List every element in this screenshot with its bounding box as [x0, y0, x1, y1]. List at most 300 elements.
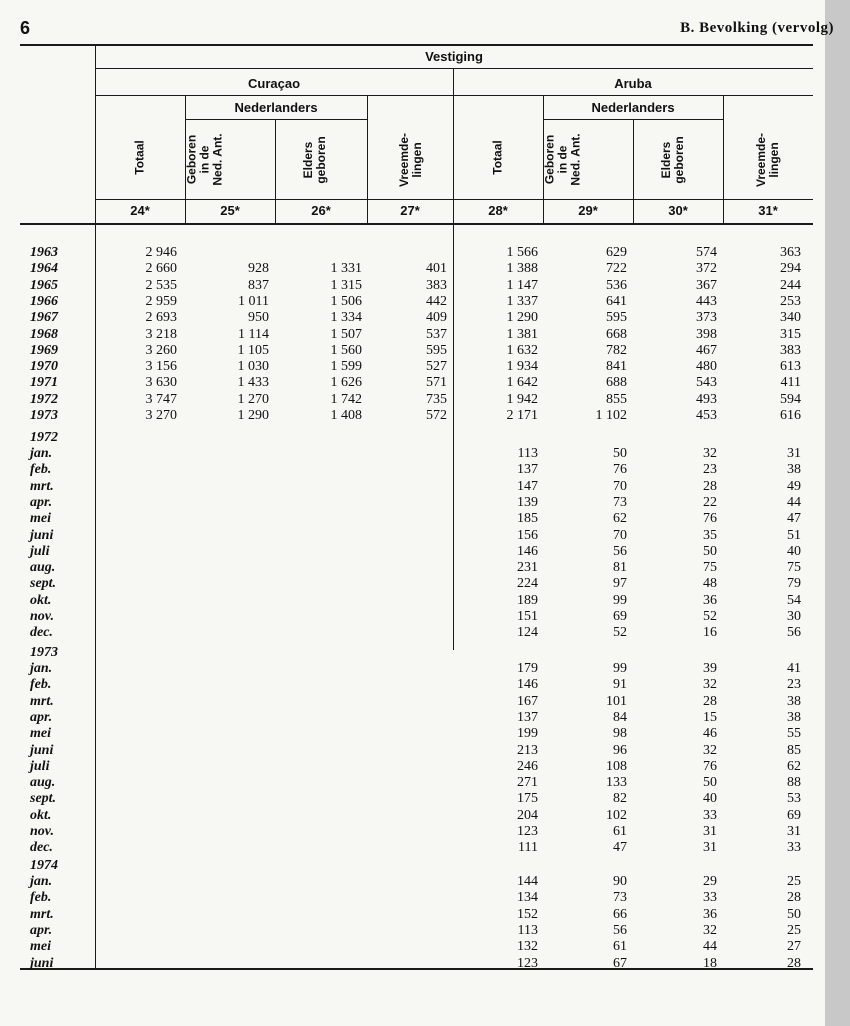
colnum-rule [95, 199, 813, 200]
table-cell: 536 [606, 277, 627, 293]
group-year-label: 1972 [30, 430, 58, 445]
table-cell: 84 [613, 709, 627, 725]
table-cell: 151 [517, 609, 538, 624]
table-cell: 315 [780, 326, 801, 342]
table-cell: 1 290 [237, 408, 269, 423]
vestiging-rule [95, 68, 813, 69]
row-label: okt. [30, 807, 52, 823]
table-cell: 1 105 [237, 342, 269, 358]
table-cell: 668 [606, 326, 627, 342]
row-label: mei [30, 726, 51, 742]
table-cell: 594 [780, 391, 801, 407]
table-cell: 3 260 [145, 342, 177, 358]
table-cell: 2 959 [145, 293, 177, 309]
table-cell: 467 [696, 342, 717, 358]
aruba-rule [453, 95, 813, 96]
table-cell: 1 599 [330, 359, 362, 375]
table-cell: 96 [613, 742, 627, 758]
table-cell: 572 [426, 408, 447, 423]
row-label: 1970 [30, 359, 58, 375]
table-row [0, 327, 825, 344]
table-row [0, 560, 825, 577]
table-cell: 90 [613, 874, 627, 889]
table-row [0, 278, 825, 295]
table-row [0, 544, 825, 561]
table-cell: 373 [696, 310, 717, 326]
column-number: 24* [130, 203, 150, 218]
table-cell: 137 [517, 709, 538, 725]
table-cell: 32 [703, 742, 717, 758]
table-cell: 688 [606, 375, 627, 391]
table-cell: 641 [606, 293, 627, 309]
table-cell: 28 [787, 955, 801, 971]
table-row [0, 840, 825, 857]
table-cell: 50 [703, 775, 717, 791]
table-cell: 837 [248, 277, 269, 293]
row-label: juni [30, 742, 54, 758]
row-label: 1973 [30, 408, 58, 423]
table-cell: 46 [703, 726, 717, 742]
table-cell: 47 [787, 511, 801, 527]
table-cell: 38 [787, 709, 801, 725]
row-label: mrt. [30, 478, 54, 494]
table-cell: 33 [703, 807, 717, 823]
table-cell: 1 331 [330, 261, 362, 277]
table-cell: 134 [517, 890, 538, 906]
table-cell: 146 [517, 677, 538, 693]
table-cell: 66 [613, 906, 627, 922]
table-cell: 113 [517, 922, 538, 938]
table-cell: 213 [517, 742, 538, 758]
table-cell: 1 942 [506, 391, 538, 407]
table-cell: 595 [426, 342, 447, 358]
table-cell: 22 [703, 494, 717, 510]
table-cell: 99 [613, 661, 627, 676]
table-cell: 179 [517, 661, 538, 676]
table-cell: 1 102 [595, 408, 627, 423]
column-number: 30* [668, 203, 688, 218]
table-cell: 52 [703, 609, 717, 624]
table-cell: 56 [613, 922, 627, 938]
table-row [0, 808, 825, 825]
col-geboren-aruba: Geboren in de Ned. Ant. [542, 133, 583, 186]
col-totaal-aruba: Totaal [490, 140, 505, 175]
table-cell: 3 270 [145, 408, 177, 423]
column-number: 27* [400, 203, 420, 218]
table-cell: 3 156 [145, 359, 177, 375]
row-label: jan. [30, 661, 53, 676]
row-label: sept. [30, 576, 57, 592]
table-cell: 537 [426, 326, 447, 342]
row-label: 1967 [30, 310, 58, 326]
table-cell: 950 [248, 310, 269, 326]
table-cell: 70 [613, 527, 627, 543]
table-row [0, 726, 825, 743]
ned-cur-rule [185, 119, 367, 120]
header-curacao: Curaçao [247, 76, 301, 91]
table-cell: 152 [517, 906, 538, 922]
header-aruba: Aruba [614, 76, 652, 91]
table-cell: 50 [613, 446, 627, 461]
table-cell: 1 290 [506, 310, 538, 326]
table-cell: 199 [517, 726, 538, 742]
table-cell: 167 [517, 693, 538, 709]
group-year-label: 1974 [30, 858, 58, 873]
table-cell: 139 [517, 494, 538, 510]
table-row [0, 939, 825, 956]
row-label: juli [30, 543, 50, 559]
table-cell: 855 [606, 391, 627, 407]
table-cell: 101 [606, 693, 627, 709]
table-cell: 36 [703, 592, 717, 608]
row-label: apr. [30, 494, 53, 510]
header-bottom-rule [20, 223, 813, 225]
table-cell: 16 [703, 625, 717, 641]
table-cell: 30 [787, 609, 801, 624]
table-cell: 224 [517, 576, 538, 592]
table-cell: 82 [613, 791, 627, 807]
table-row [0, 775, 825, 792]
table-row [0, 462, 825, 479]
table-cell: 1 030 [237, 359, 269, 375]
table-cell: 102 [606, 807, 627, 823]
table-row [0, 479, 825, 496]
table-cell: 61 [613, 939, 627, 955]
section-title: B. Bevolking (vervolg) [680, 20, 834, 36]
table-cell: 38 [787, 693, 801, 709]
table-cell: 231 [517, 560, 538, 576]
table-cell: 1 507 [330, 326, 362, 342]
table-cell: 137 [517, 462, 538, 478]
table-cell: 204 [517, 807, 538, 823]
table-cell: 493 [696, 391, 717, 407]
table-row [0, 609, 825, 626]
table-cell: 722 [606, 261, 627, 277]
table-row [0, 593, 825, 610]
table-cell: 411 [780, 375, 801, 391]
table-cell: 294 [780, 261, 801, 277]
table-cell: 595 [606, 310, 627, 326]
table-cell: 91 [613, 677, 627, 693]
table-row [0, 343, 825, 360]
table-cell: 111 [518, 840, 538, 856]
row-label: aug. [30, 775, 56, 791]
table-cell: 383 [426, 277, 447, 293]
row-label: okt. [30, 592, 52, 608]
table-cell: 69 [787, 807, 801, 823]
col-div-3 [367, 95, 368, 223]
table-cell: 32 [703, 446, 717, 461]
table-cell: 1 433 [237, 375, 269, 391]
table-cell: 33 [703, 890, 717, 906]
row-label: feb. [30, 890, 52, 906]
table-row [0, 576, 825, 593]
table-cell: 841 [606, 359, 627, 375]
table-cell: 73 [613, 890, 627, 906]
table-cell: 613 [780, 359, 801, 375]
table-cell: 146 [517, 543, 538, 559]
table-cell: 3 747 [145, 391, 177, 407]
table-cell: 38 [787, 462, 801, 478]
table-cell: 453 [696, 408, 717, 423]
table-cell: 55 [787, 726, 801, 742]
row-label: 1964 [30, 261, 58, 277]
row-label: 1963 [30, 245, 58, 260]
table-cell: 69 [613, 609, 627, 624]
row-label: mei [30, 511, 51, 527]
column-number: 28* [488, 203, 508, 218]
row-label: nov. [30, 824, 54, 839]
row-label: feb. [30, 462, 52, 478]
table-cell: 56 [613, 543, 627, 559]
table-cell: 189 [517, 592, 538, 608]
table-row [0, 294, 825, 311]
table-cell: 1 388 [506, 261, 538, 277]
table-cell: 401 [426, 261, 447, 277]
table-row [0, 923, 825, 940]
col-div-7 [723, 95, 724, 223]
table-cell: 25 [787, 922, 801, 938]
table-cell: 76 [703, 758, 717, 774]
table-cell: 28 [787, 890, 801, 906]
header-nederlanders-aruba: Nederlanders [591, 100, 675, 115]
row-label: dec. [30, 625, 53, 641]
table-cell: 782 [606, 342, 627, 358]
row-label: juni [30, 527, 54, 543]
table-cell: 76 [613, 462, 627, 478]
table-row [0, 392, 825, 409]
table-cell: 1 642 [506, 375, 538, 391]
table-row [0, 511, 825, 528]
column-number: 26* [311, 203, 331, 218]
table-row [0, 625, 825, 642]
table-row [0, 359, 825, 376]
table-cell: 31 [703, 840, 717, 856]
table-cell: 27 [787, 939, 801, 955]
table-cell: 1 270 [237, 391, 269, 407]
table-row [0, 245, 825, 262]
table-cell: 616 [780, 408, 801, 423]
table-cell: 271 [517, 775, 538, 791]
table-row [0, 956, 825, 973]
row-label: 1969 [30, 342, 58, 358]
table-cell: 133 [606, 775, 627, 791]
table-cell: 372 [696, 261, 717, 277]
table-cell: 1 742 [330, 391, 362, 407]
table-row [0, 890, 825, 907]
table-row [0, 677, 825, 694]
row-label: 1965 [30, 277, 58, 293]
col-geboren-curacao: Geboren in de Ned. Ant. [184, 133, 225, 186]
table-row [0, 824, 825, 841]
table-cell: 32 [703, 922, 717, 938]
table-cell: 98 [613, 726, 627, 742]
table-cell: 1 011 [238, 293, 269, 309]
table-row [0, 261, 825, 278]
table-cell: 2 171 [506, 408, 538, 423]
table-cell: 1 934 [506, 359, 538, 375]
group-year-label: 1973 [30, 645, 58, 660]
table-row [0, 710, 825, 727]
curacao-rule [95, 95, 453, 96]
table-cell: 25 [787, 874, 801, 889]
table-row [0, 694, 825, 711]
table-cell: 543 [696, 375, 717, 391]
row-label: jan. [30, 874, 53, 889]
table-cell: 53 [787, 791, 801, 807]
table-cell: 62 [613, 511, 627, 527]
table-cell: 1 626 [330, 375, 362, 391]
table-cell: 54 [787, 592, 801, 608]
table-cell: 1 337 [506, 293, 538, 309]
row-label: 1968 [30, 326, 58, 342]
row-label: 1972 [30, 391, 58, 407]
table-cell: 15 [703, 709, 717, 725]
table-cell: 81 [613, 560, 627, 576]
row-label: mrt. [30, 693, 54, 709]
table-cell: 246 [517, 758, 538, 774]
table-cell: 35 [703, 527, 717, 543]
row-label: juli [30, 758, 50, 774]
table-cell: 70 [613, 478, 627, 494]
col-vreemdelingen-curacao: Vreemde- lingen [397, 132, 424, 188]
header-nederlanders-curacao: Nederlanders [234, 100, 318, 115]
table-cell: 1 315 [330, 277, 362, 293]
row-label: aug. [30, 560, 56, 576]
row-label: jan. [30, 446, 53, 461]
table-cell: 75 [703, 560, 717, 576]
row-label: mrt. [30, 906, 54, 922]
table-top-rule [20, 44, 813, 46]
table-cell: 49 [787, 478, 801, 494]
row-label: apr. [30, 709, 53, 725]
col-vreemdelingen-aruba: Vreemde- lingen [754, 132, 781, 188]
table-cell: 33 [787, 840, 801, 856]
row-label: feb. [30, 677, 52, 693]
table-cell: 23 [703, 462, 717, 478]
table-cell: 61 [613, 824, 627, 839]
table-cell: 123 [517, 955, 538, 971]
table-cell: 1 632 [506, 342, 538, 358]
row-label: mei [30, 939, 51, 955]
table-cell: 31 [787, 824, 801, 839]
table-cell: 50 [703, 543, 717, 559]
table-cell: 409 [426, 310, 447, 326]
table-cell: 50 [787, 906, 801, 922]
table-cell: 1 381 [506, 326, 538, 342]
table-cell: 51 [787, 527, 801, 543]
table-cell: 44 [787, 494, 801, 510]
col-elders-curacao: Elders geboren [301, 136, 328, 184]
row-label: apr. [30, 922, 53, 938]
table-cell: 480 [696, 359, 717, 375]
table-cell: 443 [696, 293, 717, 309]
table-cell: 113 [517, 446, 538, 461]
table-cell: 36 [703, 906, 717, 922]
row-label: nov. [30, 609, 54, 624]
table-cell: 147 [517, 478, 538, 494]
table-cell: 124 [517, 625, 538, 641]
table-cell: 39 [703, 661, 717, 676]
table-cell: 29 [703, 874, 717, 889]
table-cell: 47 [613, 840, 627, 856]
table-cell: 3 218 [145, 326, 177, 342]
table-cell: 1 506 [330, 293, 362, 309]
col-totaal-curacao: Totaal [132, 140, 147, 175]
table-row [0, 791, 825, 808]
table-cell: 574 [696, 245, 717, 260]
table-row [0, 661, 825, 678]
col-div-2 [275, 119, 276, 223]
table-cell: 527 [426, 359, 447, 375]
table-cell: 1 334 [330, 310, 362, 326]
table-cell: 48 [703, 576, 717, 592]
table-row [0, 759, 825, 776]
table-cell: 1 114 [238, 326, 269, 342]
table-cell: 75 [787, 560, 801, 576]
col-elders-aruba: Elders geboren [659, 136, 686, 184]
table-cell: 67 [613, 955, 627, 971]
row-label: sept. [30, 791, 57, 807]
table-row [0, 874, 825, 891]
table-cell: 185 [517, 511, 538, 527]
adjacent-page-edge [825, 0, 850, 1026]
table-cell: 108 [606, 758, 627, 774]
table-cell: 41 [787, 661, 801, 676]
table-cell: 2 693 [145, 310, 177, 326]
page-number: 6 [20, 18, 31, 38]
table-cell: 735 [426, 391, 447, 407]
table-cell: 3 630 [145, 375, 177, 391]
col-div-6 [633, 119, 634, 223]
column-number: 31* [758, 203, 778, 218]
table-cell: 144 [517, 874, 538, 889]
table-cell: 244 [780, 277, 801, 293]
table-cell: 44 [703, 939, 717, 955]
table-cell: 629 [606, 245, 627, 260]
table-cell: 383 [780, 342, 801, 358]
table-cell: 156 [517, 527, 538, 543]
table-cell: 2 535 [145, 277, 177, 293]
table-cell: 1 560 [330, 342, 362, 358]
table-row [0, 907, 825, 924]
table-row [0, 375, 825, 392]
table-cell: 340 [780, 310, 801, 326]
row-label: juni [30, 955, 54, 971]
column-number: 25* [220, 203, 240, 218]
table-row [0, 528, 825, 545]
table-cell: 32 [703, 677, 717, 693]
table-cell: 123 [517, 824, 538, 839]
table-cell: 1 147 [506, 277, 538, 293]
table-cell: 398 [696, 326, 717, 342]
table-cell: 40 [703, 791, 717, 807]
table-cell: 28 [703, 693, 717, 709]
table-cell: 56 [787, 625, 801, 641]
table-cell: 40 [787, 543, 801, 559]
column-number: 29* [578, 203, 598, 218]
table-cell: 18 [703, 955, 717, 971]
table-cell: 97 [613, 576, 627, 592]
table-row [0, 310, 825, 327]
table-cell: 2 660 [145, 261, 177, 277]
table-cell: 363 [780, 245, 801, 260]
row-label: 1966 [30, 293, 58, 309]
table-cell: 928 [248, 261, 269, 277]
table-cell: 99 [613, 592, 627, 608]
table-cell: 23 [787, 677, 801, 693]
table-cell: 175 [517, 791, 538, 807]
